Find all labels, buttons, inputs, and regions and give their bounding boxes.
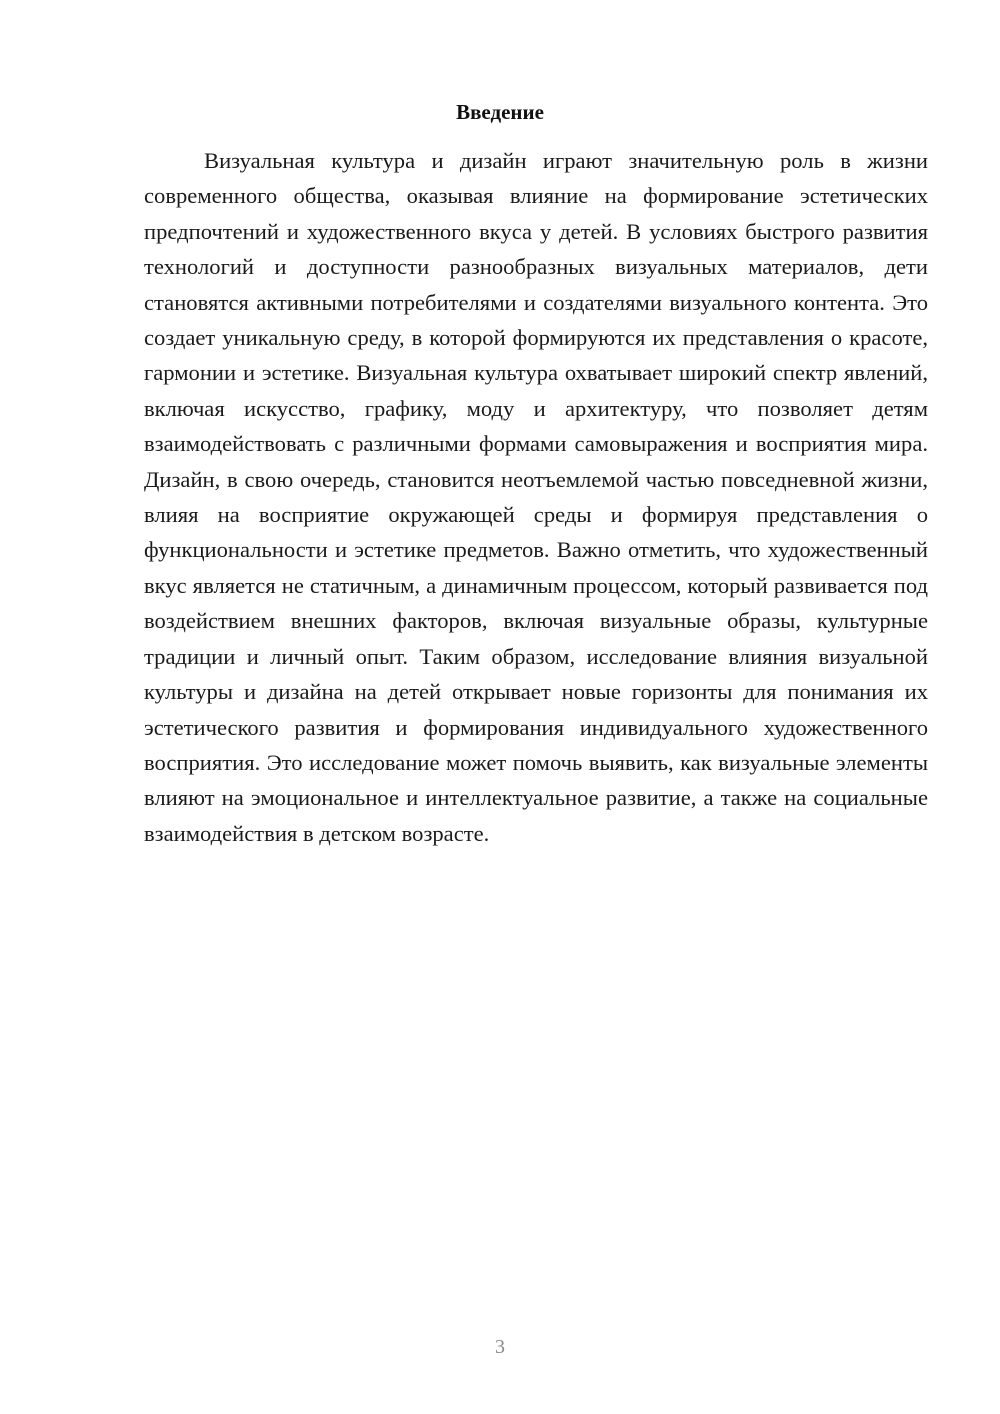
body-paragraph: Визуальная культура и дизайн играют значительную роль в жизни современного общества, оказывая влияние на формирование эстетических предпочтений и художественного вкуса у детей. В условиях быстрого развития технологий и доступности разнообразных визуальных материалов, дети становятся активными потребителями и создателями визуального контента. Это создает уникальную среду, в которой формируются их представления о красоте, гармонии и эстетике. Визуальная культура охватывает широкий спектр явлений, включая искусство, графику, моду и архитектуру, что позволяет детям взаимодействовать с различными формами самовыражения и восприятия мира. Дизайн, в свою очередь, становится неотъемлемой частью повседневной жизни, влияя на восприятие окружающей среды и формируя представления о функциональности и эстетике предметов. Важно отметить, что художественный вкус является не статичным, а динамичным процессом, который развивается под воздействием внешних факторов, включая визуальные образы, культурные традиции и личный опыт. Таким образом, исследование влияния визуальной культуры и дизайна на детей открывает новые горизонты для понимания их эстетического развития и формирования индивидуального художественного восприятия. Это исследование может помочь выявить, как визуальные элементы влияют на эмоциональное и интеллектуальное развитие, а также на социальные взаимодействия в детском возрасте.: [144, 148, 928, 846]
page-number: 3: [495, 1336, 505, 1358]
section-heading: Введение: [456, 100, 544, 124]
